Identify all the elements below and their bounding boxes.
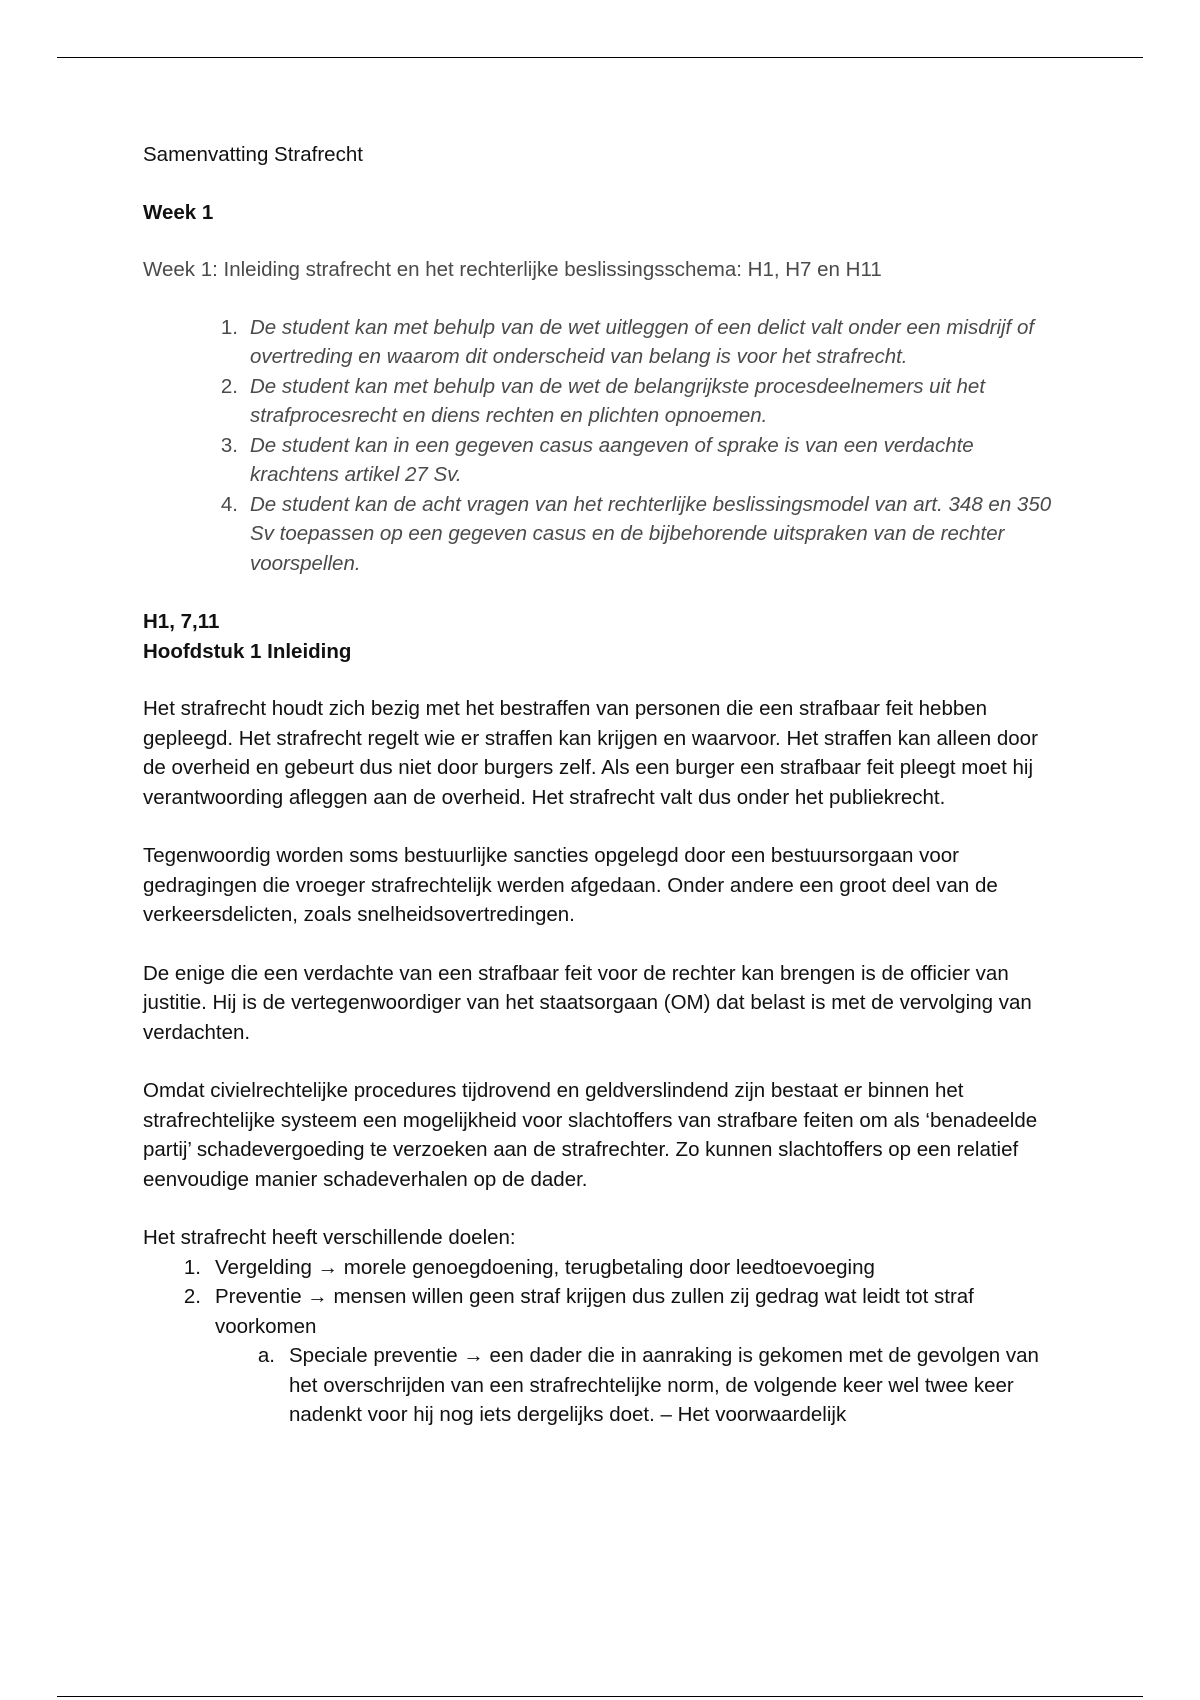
list-item-number: 3. [220, 433, 238, 457]
list-item [143, 313, 1063, 372]
document-body [143, 140, 1063, 1430]
list-item [143, 1282, 1063, 1341]
list-item-number: 4. [220, 492, 238, 516]
week-subtitle: Week 1: Inleiding strafrecht en het rechterlijke beslissingsschema: H1, H7 en H11 [143, 258, 882, 281]
learning-objectives-list [143, 313, 1063, 579]
goals-list [143, 1253, 1063, 1342]
list-item [143, 490, 1063, 579]
list-item [215, 1341, 1063, 1430]
paragraph: Omdat civielrechtelijke procedures tijdrovend en geldverslindend zijn bestaat er binnen het strafrechtelijke systeem een mogelijkheid voor slachtoffers van strafbare feiten om als ‘benadeelde partij’ schadevergoeding te verzoeken aan de strafrechter. Zo kunnen slachtoffers op een relatief eenvoudige manier schadeverhalen op de dader. [143, 1079, 1038, 1191]
week-heading: Week 1 [143, 200, 214, 224]
list-item [143, 431, 1063, 490]
paragraph: Tegenwoordig worden soms bestuurlijke sancties opgelegd door een bestuursorgaan voor gedragingen die vroeger strafrechtelijk werden afgedaan. Onder andere een groot deel van de verkeersdelicten, zoals snelheidsovertredingen. [143, 844, 998, 926]
header-rule [57, 57, 1143, 58]
chapter-reference: H1, 7,11 [143, 610, 220, 633]
list-item-number: 2. [220, 374, 238, 398]
paragraph: Het strafrecht houdt zich bezig met het bestraffen van personen die een strafbaar feit hebben gepleegd. Het strafrecht regelt wie er straffen kan krijgen en waarvoor. Het straffen kan alleen door de overheid en gebeurt dus niet door burgers zelf. Als een burger een strafbaar feit pleegt moet hij verantwoording afleggen aan de overheid. Het strafrecht valt dus onder het publiekrecht. [143, 697, 1038, 809]
goals-intro: Het strafrecht heeft verschillende doelen: [143, 1226, 516, 1249]
paragraph: De enige die een verdachte van een strafbaar feit voor de rechter kan brengen is de officier van justitie. Hij is de vertegenwoordiger van het staatsorgaan (OM) dat belast is met de vervolging van verdachten. [143, 961, 1032, 1044]
sub-goals-list [215, 1341, 1063, 1430]
chapter-title: Hoofdstuk 1 Inleiding [143, 639, 352, 663]
list-item-text: De student kan met behulp van de wet de belangrijkste procesdeelnemers uit het strafprocesrecht en diens rechten en plichten opnoemen. [250, 374, 986, 427]
list-item-text: De student kan met behulp van de wet uitleggen of een delict valt onder een misdrijf of overtreding en waarom dit onderscheid van belang is voor het strafrecht. [250, 315, 1035, 368]
list-item-number: 1. [183, 1255, 201, 1279]
footer-rule [57, 1696, 1143, 1697]
list-item [143, 372, 1063, 431]
document-title: Samenvatting Strafrecht [143, 143, 363, 166]
list-item-number: 2. [183, 1285, 201, 1308]
list-item-number: a. [257, 1344, 275, 1367]
list-item-text: Preventie → mensen willen geen straf krijgen dus zullen zij gedrag wat leidt tot straf voorkomen [215, 1285, 974, 1338]
list-item-text: Vergelding → morele genoegdoening, terugbetaling door leedtoevoeging [215, 1255, 875, 1279]
list-item-number: 1. [220, 315, 238, 339]
list-item [143, 1253, 1063, 1283]
list-item-text: De student kan de acht vragen van het rechterlijke beslissingsmodel van art. 348 en 350 Sv toepassen op een gegeven casus en de bijbehorende uitspraken van de rechter voorspellen. [250, 492, 1052, 575]
list-item-text: Speciale preventie → een dader die in aanraking is gekomen met de gevolgen van het overschrijden van een strafrechtelijke norm, de volgende keer wel twee keer nadenkt voor hij nog iets dergelijks doet. – Het voorwaardelijk [289, 1344, 1039, 1426]
list-item-text: De student kan in een gegeven casus aangeven of sprake is van een verdachte krachtens artikel 27 Sv. [250, 433, 974, 486]
